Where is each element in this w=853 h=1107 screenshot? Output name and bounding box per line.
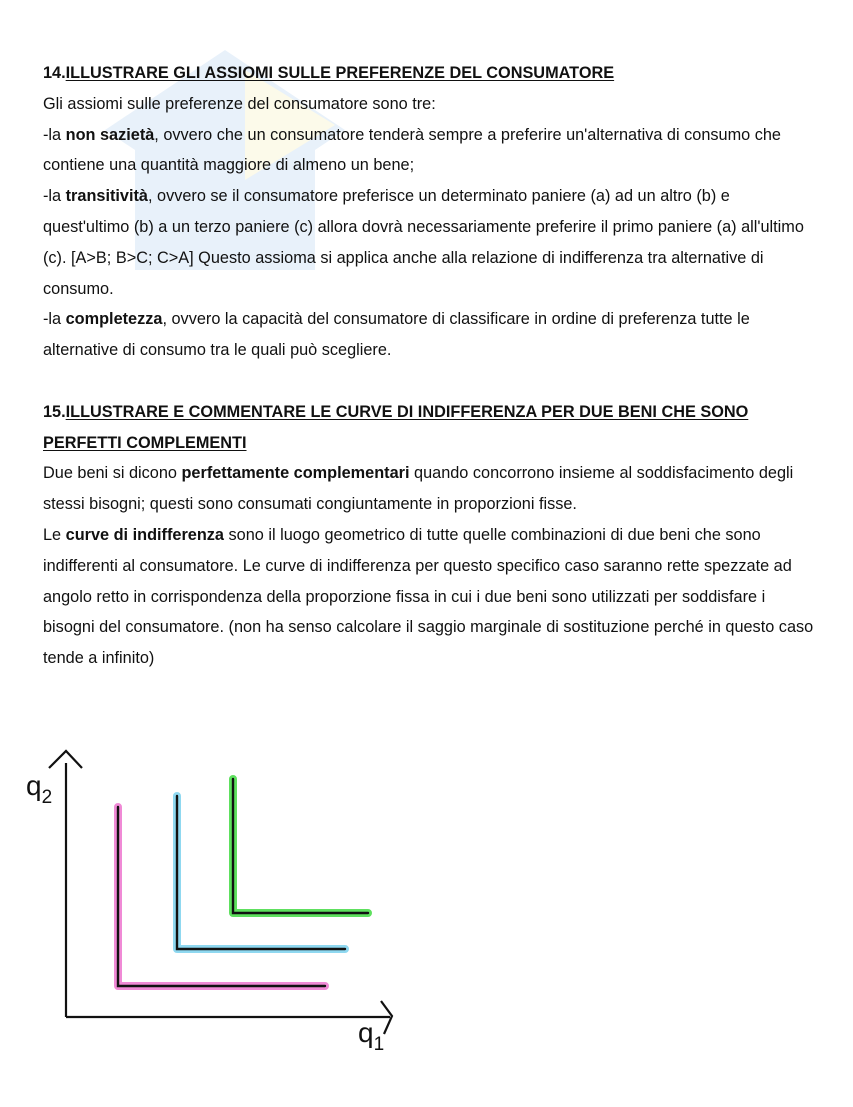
indifference-curve-pink-highlight [118,807,325,986]
indifference-curve-green-highlight [233,779,368,913]
indifference-curve-pink [118,807,325,986]
section-15-heading: 15.ILLUSTRARE E COMMENTARE LE CURVE DI INDIFFERENZA PER DUE BENI CHE SONO PERFETTI COMPLEMENTI [43,402,749,452]
indifference-curve-blue-highlight [177,796,345,949]
axiom-transitivita: -la transitività, ovvero se il consumatore preferisce un determinato paniere (a) ad un altro (b) e quest'ultimo (b) a un terzo paniere (c) allora dovrà necessariamente preferire il primo paniere (a) all'ultimo (c). [A>B; B>C; C>A] Questo assioma si applica anche alla relazione di indifferenza tra alternative di consumo. [43,187,804,298]
axiom-non-sazieta: -la non sazietà, ovvero che un consumatore tenderà sempre a preferire un'alternativa di consumo che contiene una quantità maggiore di almeno un bene; [43,125,781,175]
indifference-curve-green [233,779,368,913]
indifference-curves-drawing [0,735,853,1102]
indifference-curve-blue [177,796,345,949]
section-14-heading: 14.ILLUSTRARE GLI ASSIOMI SULLE PREFERENZE DEL CONSUMATORE [43,64,615,82]
section-14-intro: Gli assiomi sulle preferenze del consumatore sono tre: [43,94,436,113]
x-axis-label: $q_1$ [358,1017,385,1055]
document-body [43,58,818,674]
axiom-completezza: -la completezza, ovvero la capacità del consumatore di classificare in ordine di preferenza tutte le alternative di consumo tra le quali può scegliere. [43,310,750,360]
indifference-curves-figure [0,735,853,1102]
section-15-paragraph-2: Le curve di indifferenza sono il luogo geometrico di tutte quelle combinazioni di due beni che sono indifferenti al consumatore. Le curve di indifferenza per questo specifico caso saranno rette spezzate ad angolo retto in corrispondenza della proporzione fissa in cui i due beni sono utilizzati per soddisfare i bisogni del consumatore. (non ha senso calcolare il saggio marginale di sostituzione perché in questo caso tende a infinito) [43,525,814,668]
section-15-paragraph-1: Due beni si dicono perfettamente complementari quando concorrono insieme al soddisfacimento degli stessi bisogni; questi sono consumati congiuntamente in proporzioni fisse. [43,464,794,514]
y-axis-label: $q_2$ [26,770,53,808]
